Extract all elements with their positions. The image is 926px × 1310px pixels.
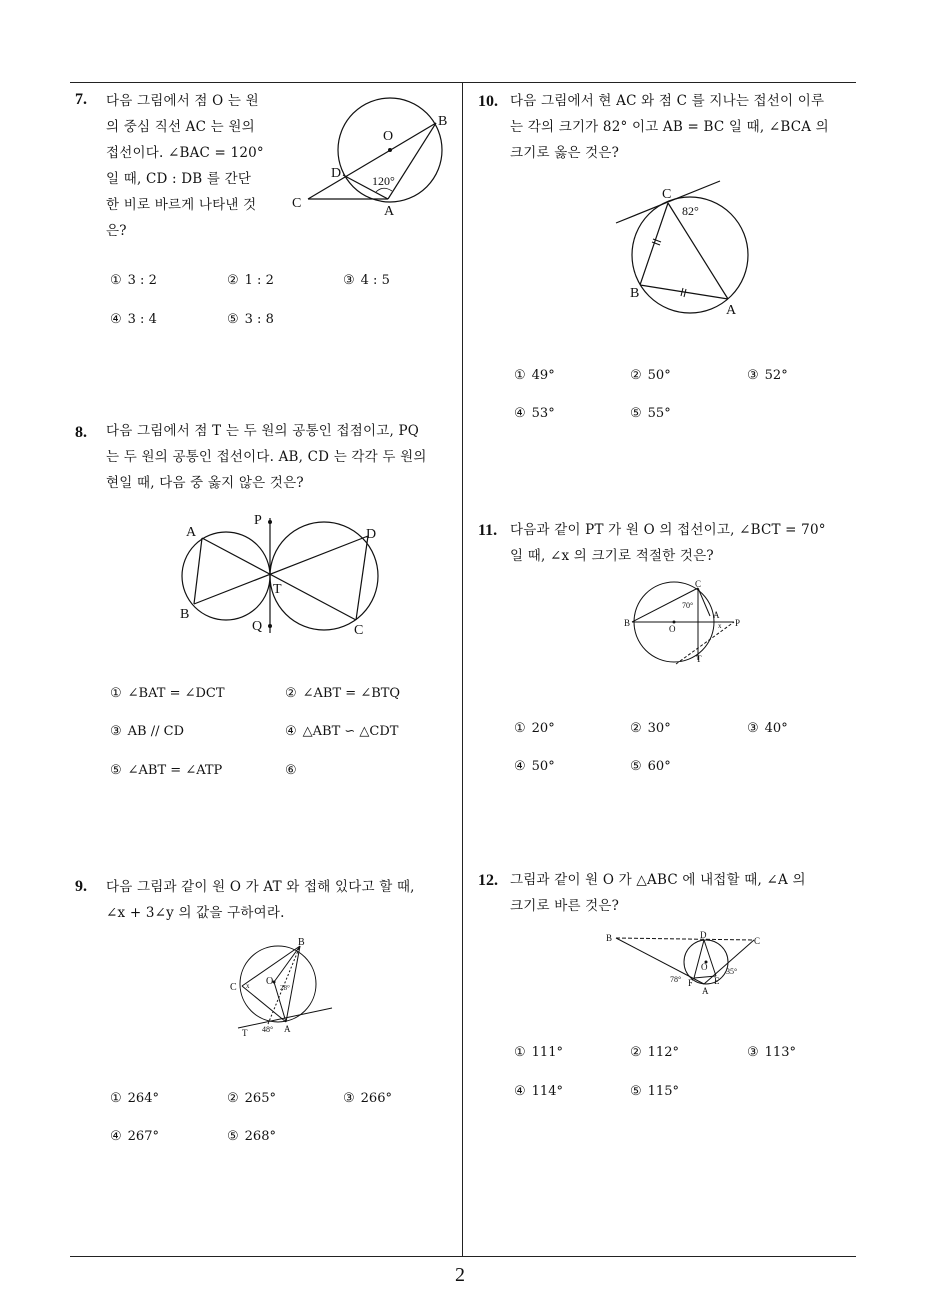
q12-label-o: O — [701, 962, 708, 972]
q10-angle-label: 82° — [682, 204, 699, 218]
q11-angle-label: 70° — [682, 601, 694, 610]
q7-option-4[interactable] — [110, 312, 157, 327]
q10-label-c: C — [662, 187, 672, 202]
q8-line: 는 두 원의 공통인 접선이다. AB, CD 는 각각 두 원의 — [106, 449, 427, 465]
q12-option-2[interactable] — [630, 1045, 679, 1060]
q12-option-marker: ④ — [514, 1084, 526, 1099]
q9-line: 다음 그림과 같이 원 O 가 AT 와 접해 있다고 할 때, — [106, 879, 415, 895]
q8-option-3[interactable] — [110, 724, 184, 739]
q7-line: 일 때, CD : DB 를 간단 — [106, 171, 252, 187]
q9-line: ∠x + 3∠y 의 값을 구하여라. — [106, 905, 285, 921]
q7-line: 한 비로 바르게 나타낸 것 — [106, 197, 257, 213]
q12-angle-78: 78° — [670, 975, 682, 984]
q9-option-marker: ⑤ — [227, 1129, 239, 1144]
q8-label-d: D — [366, 527, 377, 542]
q10-figure — [612, 175, 757, 320]
q7-option-5[interactable] — [227, 312, 274, 327]
q12-option-1[interactable] — [514, 1045, 563, 1060]
q12-line: 그림과 같이 원 O 가 △ABC 에 내접할 때, ∠A 의 — [510, 872, 806, 888]
q8-number: 8. — [75, 424, 87, 441]
q10-option-marker: ⑤ — [630, 406, 642, 421]
q7-option-marker: ④ — [110, 312, 122, 327]
q9-option-marker: ④ — [110, 1129, 122, 1144]
q8-option-text: ∠ABT = ∠BTQ — [302, 686, 401, 701]
q11-option-3[interactable] — [747, 721, 788, 736]
q10-line: 다음 그림에서 현 AC 와 점 C 를 지나는 접선이 이루 — [510, 93, 825, 109]
q10-line: 크기로 옳은 것은? — [510, 145, 620, 161]
q9-option-1[interactable] — [110, 1091, 159, 1106]
q7-text — [106, 88, 281, 244]
q9-angle-48: 48° — [262, 1025, 274, 1034]
q12-option-text: 114° — [531, 1084, 563, 1099]
q8-option-4[interactable] — [285, 724, 398, 739]
q11-option-marker: ⑤ — [630, 759, 642, 774]
q7-option-marker: ② — [227, 273, 239, 288]
q8-label-a: A — [186, 525, 197, 540]
q7-number: 7. — [75, 91, 87, 108]
q12-option-3[interactable] — [747, 1045, 796, 1060]
q10-option-text: 52° — [764, 368, 788, 383]
q10-label-b: B — [630, 286, 640, 301]
q11-option-text: 20° — [531, 721, 555, 736]
q12-option-marker: ② — [630, 1045, 642, 1060]
q10-option-5[interactable] — [630, 406, 671, 421]
q8-option-marker: ① — [110, 686, 122, 701]
q7-option-2[interactable] — [227, 273, 274, 288]
q9-number: 9. — [75, 878, 87, 895]
q11-label-t: T — [696, 654, 702, 664]
q11-option-1[interactable] — [514, 721, 555, 736]
q7-option-marker: ① — [110, 273, 122, 288]
q11-option-text: 60° — [647, 759, 671, 774]
q12-label-b: B — [606, 933, 613, 943]
q10-number: 10. — [478, 93, 498, 110]
q11-number: 11. — [478, 522, 498, 539]
q7-option-marker: ③ — [343, 273, 355, 288]
q8-option-6[interactable] — [285, 763, 303, 778]
q9-option-text: 267° — [127, 1129, 159, 1144]
q8-label-p: P — [254, 513, 262, 528]
q8-option-marker: ④ — [285, 724, 297, 739]
q7-option-text: 3 : 8 — [244, 312, 274, 327]
q9-option-4[interactable] — [110, 1129, 159, 1144]
q7-option-marker: ⑤ — [227, 312, 239, 327]
q10-option-text: 55° — [647, 406, 671, 421]
q11-angle-x: x — [718, 622, 722, 630]
q8-text — [106, 418, 456, 496]
q11-line: 일 때, ∠x 의 크기로 적절한 것은? — [510, 548, 714, 564]
q12-label-c: C — [754, 936, 761, 946]
q11-text — [510, 517, 860, 569]
q10-option-text: 50° — [647, 368, 671, 383]
q12-option-marker: ⑤ — [630, 1084, 642, 1099]
q7-figure — [288, 95, 458, 225]
q7-label-d: D — [331, 166, 342, 181]
q10-option-2[interactable] — [630, 368, 671, 383]
q7-label-a: A — [384, 204, 395, 219]
q8-label-t: T — [273, 582, 282, 597]
q8-figure — [178, 508, 388, 643]
q8-option-marker: ⑤ — [110, 763, 122, 778]
q11-label-b: B — [624, 618, 631, 628]
q12-option-text: 115° — [647, 1084, 679, 1099]
q12-option-text: 113° — [764, 1045, 796, 1060]
q10-line: 는 각의 크기가 82° 이고 AB = BC 일 때, ∠BCA 의 — [510, 119, 829, 135]
q11-option-text: 50° — [531, 759, 555, 774]
q9-text — [106, 874, 456, 926]
q10-option-marker: ④ — [514, 406, 526, 421]
q8-label-c: C — [354, 623, 364, 638]
q9-label-t: T — [242, 1028, 248, 1038]
top-rule — [70, 82, 856, 83]
q9-label-b: B — [298, 937, 305, 948]
q8-option-text: △ABT ∽ △CDT — [302, 724, 399, 739]
q8-line: 현일 때, 다음 중 옳지 않은 것은? — [106, 475, 304, 491]
q8-option-text: AB // CD — [127, 724, 184, 739]
q8-option-marker: ② — [285, 686, 297, 701]
page-number: 2 — [455, 1264, 465, 1286]
q11-label-o: O — [669, 624, 676, 634]
q7-label-c: C — [292, 196, 302, 211]
column-divider — [462, 82, 463, 1256]
q9-option-3[interactable] — [343, 1091, 392, 1106]
q10-option-3[interactable] — [747, 368, 788, 383]
q12-line: 크기로 바른 것은? — [510, 898, 620, 914]
q11-option-text: 30° — [647, 721, 671, 736]
q10-option-text: 49° — [531, 368, 555, 383]
q11-option-marker: ③ — [747, 721, 759, 736]
q7-label-o: O — [383, 129, 394, 144]
q12-label-f: F — [688, 978, 694, 988]
q7-line: 의 중심 직선 AC 는 원의 — [106, 119, 255, 135]
q11-option-marker: ① — [514, 721, 526, 736]
bottom-rule — [70, 1256, 856, 1257]
q12-angle-35: 35° — [726, 967, 738, 976]
q12-label-d: D — [700, 930, 707, 940]
q12-text — [510, 867, 860, 919]
q11-label-a: A — [713, 610, 720, 620]
q10-label-a: A — [726, 303, 737, 318]
q9-option-text: 264° — [127, 1091, 159, 1106]
q8-option-2[interactable] — [285, 686, 400, 701]
q7-option-1[interactable] — [110, 273, 157, 288]
q9-option-text: 268° — [244, 1129, 276, 1144]
q11-label-c: C — [695, 579, 702, 589]
q12-option-4[interactable] — [514, 1084, 563, 1099]
q12-number: 12. — [478, 872, 498, 889]
q7-option-text: 3 : 4 — [127, 312, 157, 327]
q12-option-5[interactable] — [630, 1084, 679, 1099]
q7-line: 다음 그림에서 점 O 는 원 — [106, 93, 259, 109]
q12-option-text: 111° — [531, 1045, 563, 1060]
q11-option-marker: ④ — [514, 759, 526, 774]
q7-option-3[interactable] — [343, 273, 390, 288]
q8-option-5[interactable] — [110, 763, 222, 778]
q7-option-text: 3 : 2 — [127, 273, 157, 288]
q11-line: 다음과 같이 PT 가 원 O 의 접선이고, ∠BCT = 70° — [510, 522, 826, 538]
q9-figure — [228, 936, 338, 1041]
q10-option-marker: ① — [514, 368, 526, 383]
q11-option-5[interactable] — [630, 759, 671, 774]
q9-label-o: O — [266, 976, 274, 987]
q11-option-marker: ② — [630, 721, 642, 736]
q8-option-marker: ③ — [110, 724, 122, 739]
q8-line: 다음 그림에서 점 T 는 두 원의 공통인 접점이고, PQ — [106, 423, 420, 439]
q7-angle-label: 120° — [372, 174, 395, 188]
q9-option-text: 266° — [360, 1091, 392, 1106]
q12-option-marker: ③ — [747, 1045, 759, 1060]
q10-option-text: 53° — [531, 406, 555, 421]
q8-label-q: Q — [252, 619, 263, 634]
q10-option-1[interactable] — [514, 368, 555, 383]
q10-option-4[interactable] — [514, 406, 555, 421]
q9-angle-x: x — [246, 982, 250, 990]
q10-option-marker: ② — [630, 368, 642, 383]
q12-option-marker: ① — [514, 1045, 526, 1060]
q11-option-text: 40° — [764, 721, 788, 736]
q9-angle-28: 28° — [280, 984, 290, 992]
q7-option-text: 4 : 5 — [360, 273, 390, 288]
q9-label-c: C — [230, 982, 237, 993]
q11-figure — [622, 580, 747, 670]
q9-option-marker: ③ — [343, 1091, 355, 1106]
q12-label-a: A — [702, 986, 709, 996]
q9-label-a: A — [284, 1024, 291, 1034]
q9-option-5[interactable] — [227, 1129, 276, 1144]
q12-label-e: E — [714, 976, 720, 986]
q11-label-p: P — [735, 618, 741, 628]
q7-line: 은? — [106, 223, 127, 239]
q7-label-b: B — [438, 114, 448, 129]
q9-option-text: 265° — [244, 1091, 276, 1106]
q12-figure — [604, 928, 764, 998]
q7-option-text: 1 : 2 — [244, 273, 274, 288]
q8-option-text: ∠ABT = ∠ATP — [127, 763, 223, 778]
q10-text — [510, 88, 860, 166]
q9-option-marker: ② — [227, 1091, 239, 1106]
q8-label-b: B — [180, 607, 190, 622]
q11-option-4[interactable] — [514, 759, 555, 774]
q11-option-2[interactable] — [630, 721, 671, 736]
q8-option-marker: ⑥ — [285, 763, 297, 778]
q12-option-text: 112° — [647, 1045, 679, 1060]
q9-option-marker: ① — [110, 1091, 122, 1106]
q8-option-text: ∠BAT = ∠DCT — [127, 686, 225, 701]
q9-option-2[interactable] — [227, 1091, 276, 1106]
q7-line: 접선이다. ∠BAC = 120° — [106, 145, 264, 161]
q10-option-marker: ③ — [747, 368, 759, 383]
q8-option-1[interactable] — [110, 686, 225, 701]
